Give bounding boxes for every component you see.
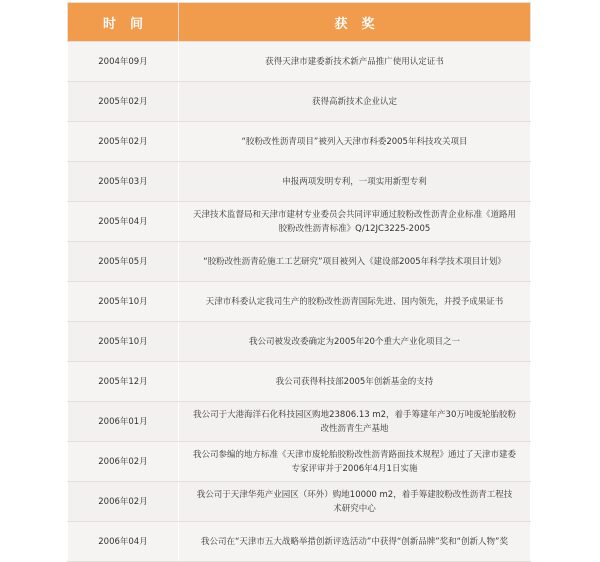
row-award: 我公司在“天津市五大战略举措创新评选活动”中获得“创新品牌”奖和“创新人物”奖: [179, 522, 531, 562]
table-row: [68, 202, 531, 242]
row-date: 2005年03月: [68, 162, 179, 202]
table-row: [68, 402, 531, 442]
row-date: 2005年10月: [68, 322, 179, 362]
table-row: [68, 482, 531, 522]
row-date: 2005年12月: [68, 362, 179, 402]
row-date: 2004年09月: [68, 42, 179, 82]
table-row: [68, 322, 531, 362]
table-row: [68, 162, 531, 202]
row-date: 2006年01月: [68, 402, 179, 442]
table-row: [68, 242, 531, 282]
header-award: 获奖: [179, 3, 531, 42]
row-award: 我公司获得科技部2005年创新基金的支持: [179, 362, 531, 402]
row-award: 我公司于天津华苑产业园区（环外）购地10000 m2，着手筹建胶粉改性沥青工程技术研究中心: [179, 482, 531, 522]
row-date: 2005年04月: [68, 202, 179, 242]
table-row: [68, 82, 531, 122]
row-award: “胶粉改性沥青砼施工工艺研究”项目被列入《建设部2005年科学技术项目计划》: [179, 242, 531, 282]
row-award: 申报两项发明专利，一项实用新型专利: [179, 162, 531, 202]
row-date: 2006年04月: [68, 522, 179, 562]
row-award: 天津市科委认定我司生产的胶粉改性沥青国际先进、国内领先，并授予成果证书: [179, 282, 531, 322]
table-row: [68, 362, 531, 402]
row-date: 2006年02月: [68, 482, 179, 522]
row-date: 2005年10月: [68, 282, 179, 322]
row-date: 2005年05月: [68, 242, 179, 282]
table-row: [68, 442, 531, 482]
awards-table-container: [67, 2, 531, 562]
row-award: 获得高新技术企业认定: [179, 82, 531, 122]
row-date: 2005年02月: [68, 122, 179, 162]
table-row: [68, 42, 531, 82]
table-header-row: [68, 3, 531, 42]
row-date: 2005年02月: [68, 82, 179, 122]
row-award: 我公司被发改委确定为2005年20个重大产业化项目之一: [179, 322, 531, 362]
row-award: “胶粉改性沥青项目”被列入天津市科委2005年科技攻关项目: [179, 122, 531, 162]
awards-table: [67, 2, 531, 562]
table-row: [68, 522, 531, 562]
row-award: 我公司于大港海洋石化科技园区购地23806.13 m2，着手筹建年产30万吨废轮胎胶粉改性沥青生产基地: [179, 402, 531, 442]
row-award: 我公司参编的地方标准《天津市废轮胎胶粉改性沥青路面技术规程》通过了天津市建委专家评审并于2006年4月1日实施: [179, 442, 531, 482]
row-award: 获得天津市建委新技术新产品推广使用认定证书: [179, 42, 531, 82]
row-award: 天津技术监督局和天津市建材专业委员会共同评审通过胶粉改性沥青企业标准《道路用胶粉改性沥青标准》Q/12JC3225-2005: [179, 202, 531, 242]
row-date: 2006年02月: [68, 442, 179, 482]
table-row: [68, 282, 531, 322]
header-time: 时间: [68, 3, 179, 42]
table-row: [68, 122, 531, 162]
